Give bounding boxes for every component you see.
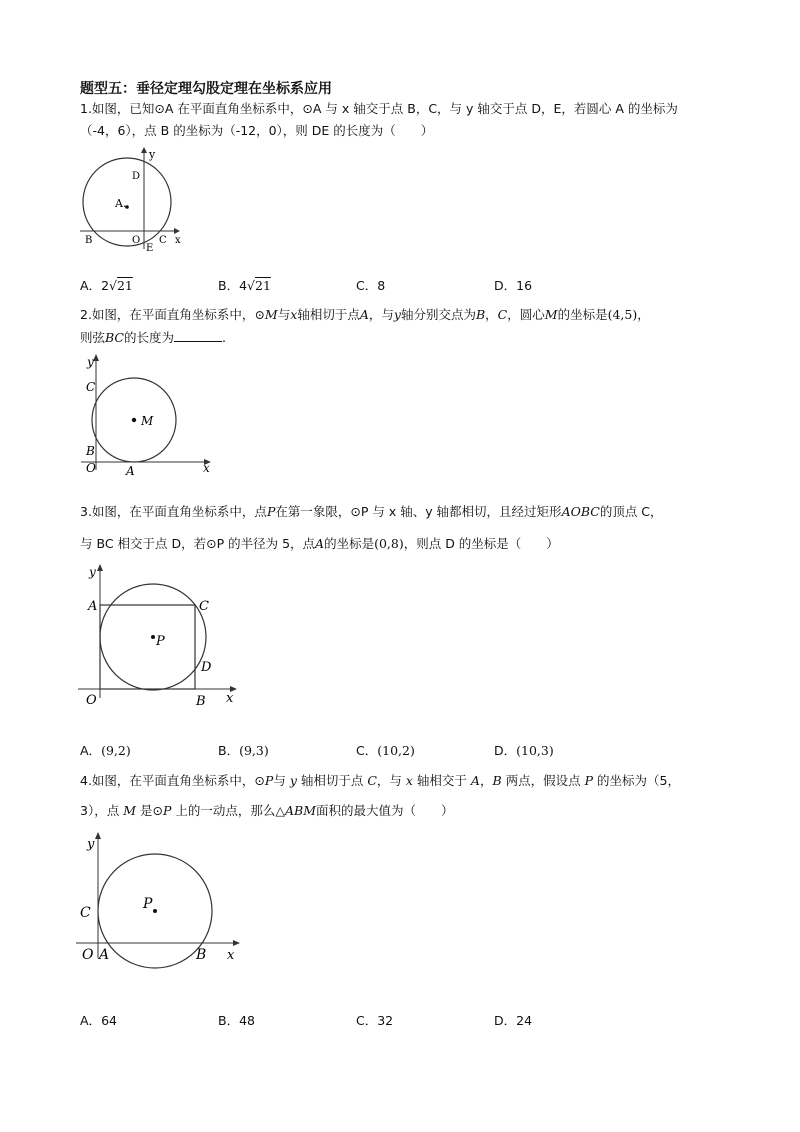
q2-figure <box>78 352 218 477</box>
svg-text:B: B <box>196 947 207 963</box>
q1-option-b[interactable]: B．4√21 <box>218 278 271 293</box>
q1-option-c[interactable]: C．8 <box>356 278 386 293</box>
svg-text:x: x <box>203 461 210 475</box>
svg-text:x: x <box>227 948 235 963</box>
svg-text:O: O <box>82 947 94 963</box>
svg-text:O: O <box>86 693 97 708</box>
q4-option-a[interactable]: A．64 <box>80 1013 117 1028</box>
svg-text:O: O <box>86 461 96 475</box>
q1-label-E: E <box>146 243 154 253</box>
q3-option-a[interactable]: A．(9,2) <box>80 743 131 758</box>
svg-text:C: C <box>86 380 96 394</box>
q1-label-x: x <box>175 235 181 246</box>
q1-option-d[interactable]: D．16 <box>494 278 533 293</box>
q2-stem-line2: 则弦BC的长度为 . <box>80 330 226 345</box>
q1-stem-line1: 1.如图，已知⊙A 在平面直角坐标系中，⊙A 与 x 轴交于点 B，C，与 y 轴交于点 D，E，若圆心 A 的坐标为 <box>80 101 678 116</box>
q3-rectangle <box>100 605 195 689</box>
q4-option-d[interactable]: D．24 <box>494 1013 533 1028</box>
q4-option-c[interactable]: C．32 <box>356 1013 394 1028</box>
q1-label-D: D <box>132 171 141 182</box>
svg-text:y: y <box>87 355 94 369</box>
svg-text:P: P <box>156 634 165 649</box>
q1-label-B: B <box>85 235 93 246</box>
q3-option-d[interactable]: D．(10,3) <box>494 743 554 758</box>
q2-stem-line1: 2.如图，在平面直角坐标系中，⊙M与x轴相切于点A，与y轴分别交点为B，C，圆心M的坐标是(4,5)， <box>80 307 650 322</box>
svg-text:A: A <box>88 599 98 614</box>
svg-text:y: y <box>87 837 95 852</box>
svg-text:D: D <box>201 660 212 675</box>
svg-text:y: y <box>89 565 96 579</box>
q1-figure <box>78 145 190 253</box>
svg-text:P: P <box>143 896 153 912</box>
q3-stem-line1: 3.如图，在平面直角坐标系中，点P在第一象限，⊙P 与 x 轴、y 轴都相切，且经过矩形AOBC的顶点 C， <box>80 504 663 519</box>
svg-text:B: B <box>86 444 95 458</box>
q3-option-b[interactable]: B．(9,3) <box>218 743 269 758</box>
q3-option-c[interactable]: C．(10,2) <box>356 743 415 758</box>
q3-stem-line2: 与 BC 相交于点 D，若⊙P 的半径为 5，点A的坐标是(0,8)，则点 D 的坐标是（ ） <box>80 536 559 551</box>
q2-answer-blank[interactable] <box>174 329 222 342</box>
q4-option-b[interactable]: B．48 <box>218 1013 255 1028</box>
q1-label-C: C <box>159 235 167 246</box>
svg-text:B: B <box>196 694 206 709</box>
svg-text:A: A <box>126 464 135 477</box>
svg-text:M: M <box>141 414 154 428</box>
q3-figure <box>78 560 243 710</box>
q4-stem-line1: 4.如图，在平面直角坐标系中，⊙P与 y 轴相切于点 C，与 x 轴相交于 A，B 两点，假设点 P 的坐标为（5， <box>80 773 680 788</box>
q1-label-A: A. <box>115 197 127 210</box>
svg-text:C: C <box>199 599 209 614</box>
svg-text:C: C <box>80 905 91 921</box>
q1-circle <box>83 158 171 246</box>
q1-stem-line2: （-4，6），点 B 的坐标为（-12，0），则 DE 的长度为（ ） <box>80 123 434 138</box>
q1-option-a[interactable]: A．2√21 <box>80 278 133 293</box>
q1-label-O: O <box>132 235 141 246</box>
page-title: 题型五：垂径定理勾股定理在坐标系应用 <box>80 81 332 97</box>
q4-stem-line2: 3），点 M 是⊙P 上的一动点，那么△ABM面积的最大值为（ ） <box>80 803 454 818</box>
q1-label-y: y <box>149 148 156 161</box>
svg-text:A: A <box>99 947 110 963</box>
svg-text:x: x <box>226 691 234 706</box>
q4-figure <box>76 828 251 970</box>
